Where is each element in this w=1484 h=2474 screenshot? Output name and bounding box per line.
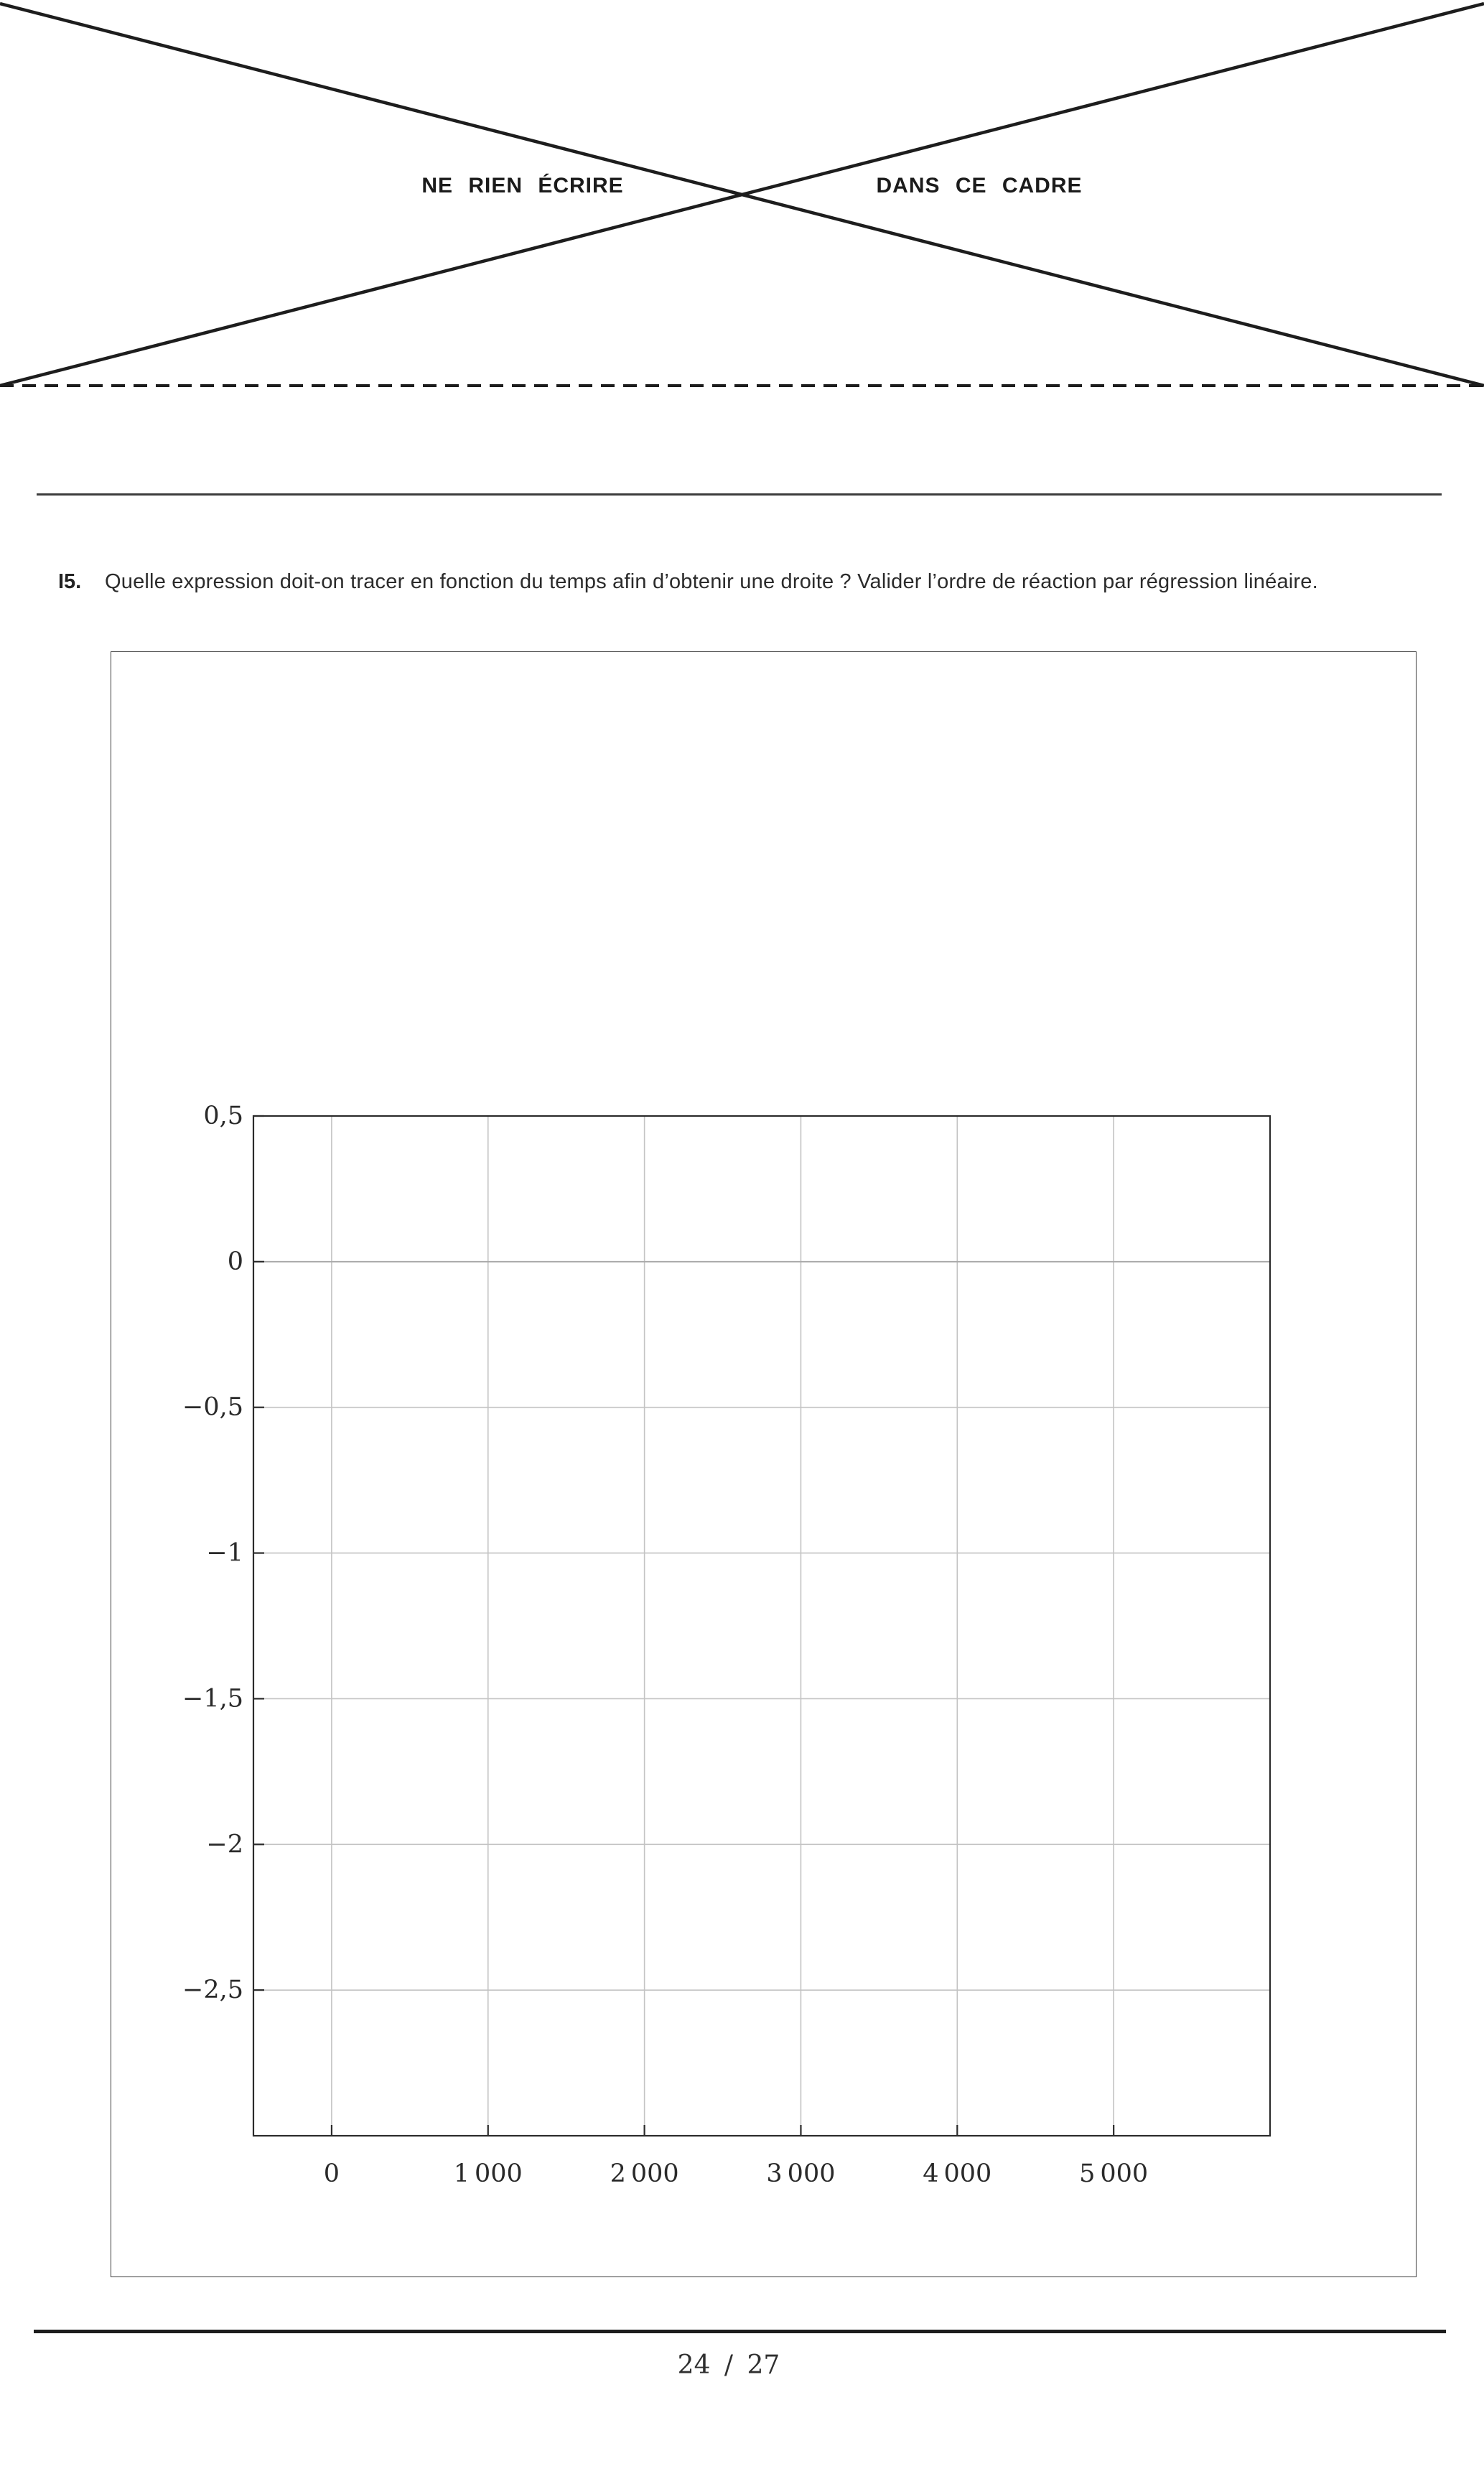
y-tick-label: 0,5 <box>203 1102 243 1130</box>
y-tick-label: −0,5 <box>182 1392 243 1422</box>
do-not-write-right-text: DANS CE CADRE <box>869 174 1089 198</box>
x-tick-label: 2 000 <box>610 2159 679 2188</box>
y-tick-labels <box>182 1102 243 2004</box>
y-tick-label: −1,5 <box>182 1684 243 1713</box>
y-tick-label: −2,5 <box>182 1976 243 2005</box>
x-tick-label: 5 000 <box>1079 2159 1149 2188</box>
x-tick-labels <box>324 2159 1148 2188</box>
question-text: Quelle expression doit-on tracer en fonction du temps afin d’obtenir une droite ? Valider l’ordre de réaction par régression linéaire. <box>105 570 1318 593</box>
page-indicator: 24 / 27 <box>677 2350 780 2380</box>
header-separator-rule <box>37 493 1442 496</box>
axis-tick-marks <box>253 1116 1114 2136</box>
do-not-write-zone <box>0 0 1484 402</box>
x-tick-label: 0 <box>323 2159 340 2188</box>
answer-plot-box <box>111 651 1417 2277</box>
do-not-write-left-text: NE RIEN ÉCRIRE <box>414 174 630 198</box>
x-gridlines <box>332 1116 1114 2136</box>
empty-regression-grid <box>111 652 1417 2278</box>
y-gridlines <box>253 1262 1270 1990</box>
x-tick-label: 3 000 <box>766 2159 836 2188</box>
y-tick-label: −2 <box>206 1830 243 1859</box>
y-tick-label: 0 <box>227 1247 243 1276</box>
footer-separator-rule <box>34 2330 1446 2333</box>
x-tick-label: 4 000 <box>923 2159 992 2188</box>
x-tick-label: 1 000 <box>453 2159 523 2188</box>
question-number: I5. <box>58 570 82 593</box>
plot-frame <box>253 1116 1270 2136</box>
y-tick-label: −1 <box>206 1538 243 1568</box>
